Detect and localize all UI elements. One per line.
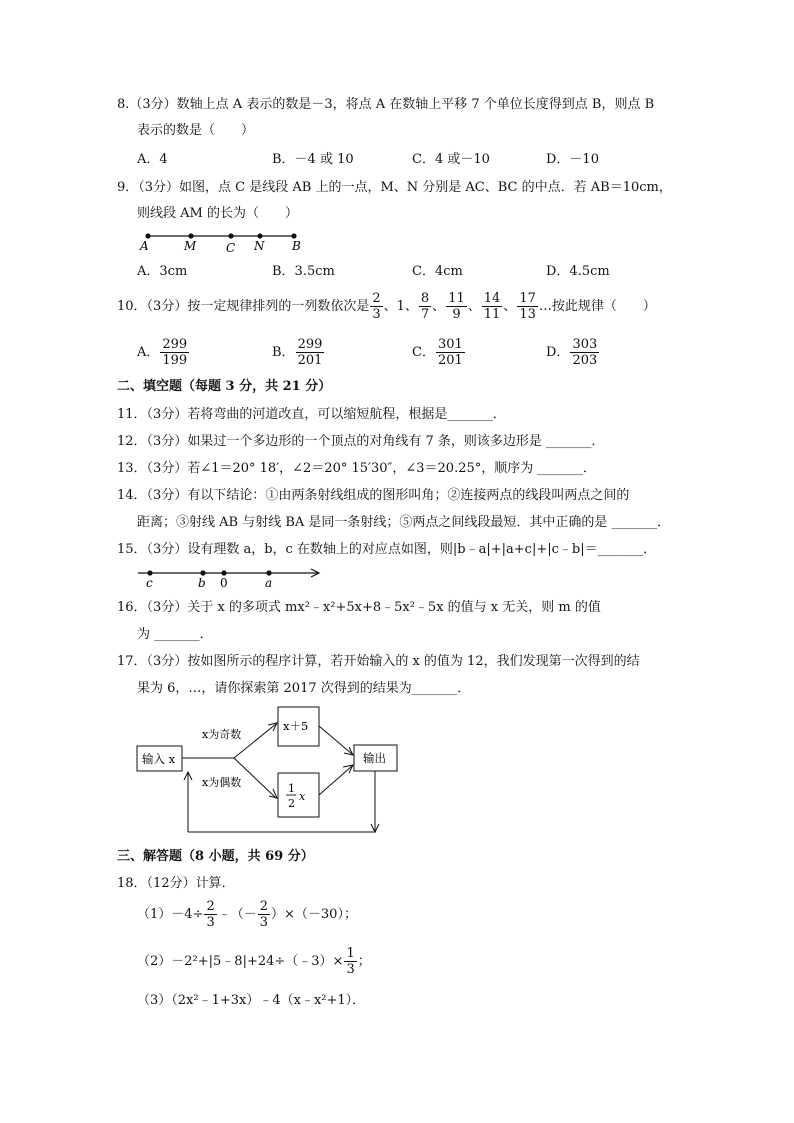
q16-line1: 16．（3分）关于 x 的多项式 mx²﹣x²+5x+8﹣5x²﹣5x 的值与 x 无关，则 m 的值 xyxy=(117,600,601,615)
q10-frac-5: $\frac{17}{13}$ xyxy=(519,291,536,322)
q9-option-a: A．3cm xyxy=(137,264,188,279)
q18-part1: （1）－4÷ $\frac{2}{3}$ ﹣（－ $\frac{2}{3}$ ）×（－30）； xyxy=(137,899,357,930)
q10-option-a: A． $\frac{299}{199}$ xyxy=(137,337,188,368)
q18-part3: （3）（2x²﹣1+3x）﹣4（x﹣x²+1）． xyxy=(137,993,366,1008)
input-label: 输入 x xyxy=(142,752,176,766)
section-3-heading: 三、解答题（8 小题，共 69 分） xyxy=(117,849,314,864)
q10-frac-1: $\frac{2}{3}$ xyxy=(372,291,381,322)
q8-line2: 表示的数是（ ） xyxy=(137,123,255,138)
q15-text: 15．（3分）设有理数 a，b，c 在数轴上的对应点如图，则|b﹣a|+|a+c|+|c﹣b|＝_______． xyxy=(117,542,657,557)
q14-line2: 距离；③射线 AB 与射线 BA 是同一条射线；⑤两点之间线段最短．其中正确的是 _______． xyxy=(137,515,671,530)
q13: 13．（3分）若∠1＝20° 18′，∠2＝20° 15′30″，∠3＝20.25°，顺序为 _______． xyxy=(117,461,596,476)
q10-suffix: …按此规律（ ） xyxy=(538,299,656,314)
q16-line2: 为 _______． xyxy=(137,627,213,642)
q9-option-d: D．4.5cm xyxy=(546,264,610,279)
odd-branch-label: x为奇数 xyxy=(202,728,242,741)
q8-option-d: D．－10 xyxy=(546,152,599,167)
point-c-dot xyxy=(228,233,233,238)
point-c-dot xyxy=(147,570,152,575)
q10-sep: 、 xyxy=(503,299,517,314)
q10-prefix: 10．（3分）按一定规律排列的一列数依次是 xyxy=(117,299,370,314)
q14-line1: 14．（3分）有以下结论：①由两条射线组成的图形叫角；②连接两点的线段叫两点之间的 xyxy=(117,488,630,503)
q18-part2: （2）－2²+|5﹣8|+24÷（﹣3）× $\frac{1}{3}$ ； xyxy=(137,946,371,977)
q17-line1: 17．（3分）按如图所示的程序计算，若开始输入的 x 的值为 12，我们发现第一次得到的结 xyxy=(117,654,640,669)
q9-option-c: C．4cm xyxy=(412,264,463,279)
q10-option-d: D． $\frac{303}{203}$ xyxy=(546,337,598,368)
q8-option-c: C．4 或－10 xyxy=(412,152,490,167)
even-branch-label: x为偶数 xyxy=(202,776,242,789)
label-a: a xyxy=(265,576,273,590)
q10-frac-4: $\frac{14}{11}$ xyxy=(483,291,501,322)
q8-option-a: A．4 xyxy=(137,152,168,167)
point-a-dot xyxy=(266,570,271,575)
odd-operation-label: x＋5 xyxy=(283,719,309,733)
q10-frac-2: $\frac{8}{7}$ xyxy=(420,291,430,322)
connector-line xyxy=(319,726,352,754)
q9-line1: 9．（3分）如图，点 C 是线段 AB 上的一点，M、N 分别是 AC、BC 的中点．若 AB＝10cm， xyxy=(117,180,672,195)
label-a: A xyxy=(140,239,149,253)
label-b: B xyxy=(292,239,301,253)
q10-option-c: C． $\frac{301}{201}$ xyxy=(412,337,463,368)
q8-option-b: B．－4 或 10 xyxy=(272,152,354,167)
connector-line xyxy=(319,766,352,795)
point-b-dot xyxy=(200,570,205,575)
even-op-numerator: 1 xyxy=(288,782,295,795)
q17-line2: 果为 6，…，请你探索第 2017 次得到的结果为_______． xyxy=(137,681,471,696)
label-b: b xyxy=(198,576,206,590)
q8-line1: 8.（3分）数轴上点 A 表示的数是－3，将点 A 在数轴上平移 7 个单位长度得到点 B，则点 B xyxy=(117,97,655,112)
number-line-figure xyxy=(136,564,326,590)
q9-option-b: B．3.5cm xyxy=(272,264,335,279)
q9-line2: 则线段 AM 的长为（ ） xyxy=(137,206,298,221)
program-flowchart xyxy=(130,700,410,842)
point-n-dot xyxy=(257,233,262,238)
point-zero-dot xyxy=(221,570,226,575)
q18-title: 18．（12分）计算． xyxy=(117,876,235,891)
arrow-down-right-icon xyxy=(269,789,277,798)
q10-sep: 、1、 xyxy=(383,299,418,314)
q10-option-b: B． $\frac{299}{201}$ xyxy=(272,337,323,368)
point-a-dot xyxy=(145,233,150,238)
output-label: 输出 xyxy=(363,751,386,765)
segment-figure xyxy=(136,228,316,254)
label-m: M xyxy=(184,239,197,253)
label-c: C xyxy=(226,241,236,254)
even-op-variable: x xyxy=(299,790,306,803)
q10-sep: 、 xyxy=(432,299,446,314)
q10-sep: 、 xyxy=(467,299,481,314)
q11: 11．（3分）若将弯曲的河道改直，可以缩短航程，根据是_______． xyxy=(117,407,506,422)
q10-stem xyxy=(117,291,656,323)
point-m-dot xyxy=(188,233,193,238)
section-2-heading: 二、填空题（每题 3 分，共 21 分） xyxy=(117,379,332,394)
point-b-dot xyxy=(291,233,296,238)
label-n: N xyxy=(254,239,265,253)
even-op-denominator: 2 xyxy=(288,797,295,810)
label-c: c xyxy=(146,576,153,590)
q12: 12．（3分）如果过一个多边形的一个顶点的对角线有 7 条，则该多边形是 _______． xyxy=(117,434,605,449)
q10-frac-3: $\frac{11}{9}$ xyxy=(448,291,465,322)
label-zero: 0 xyxy=(220,576,228,590)
